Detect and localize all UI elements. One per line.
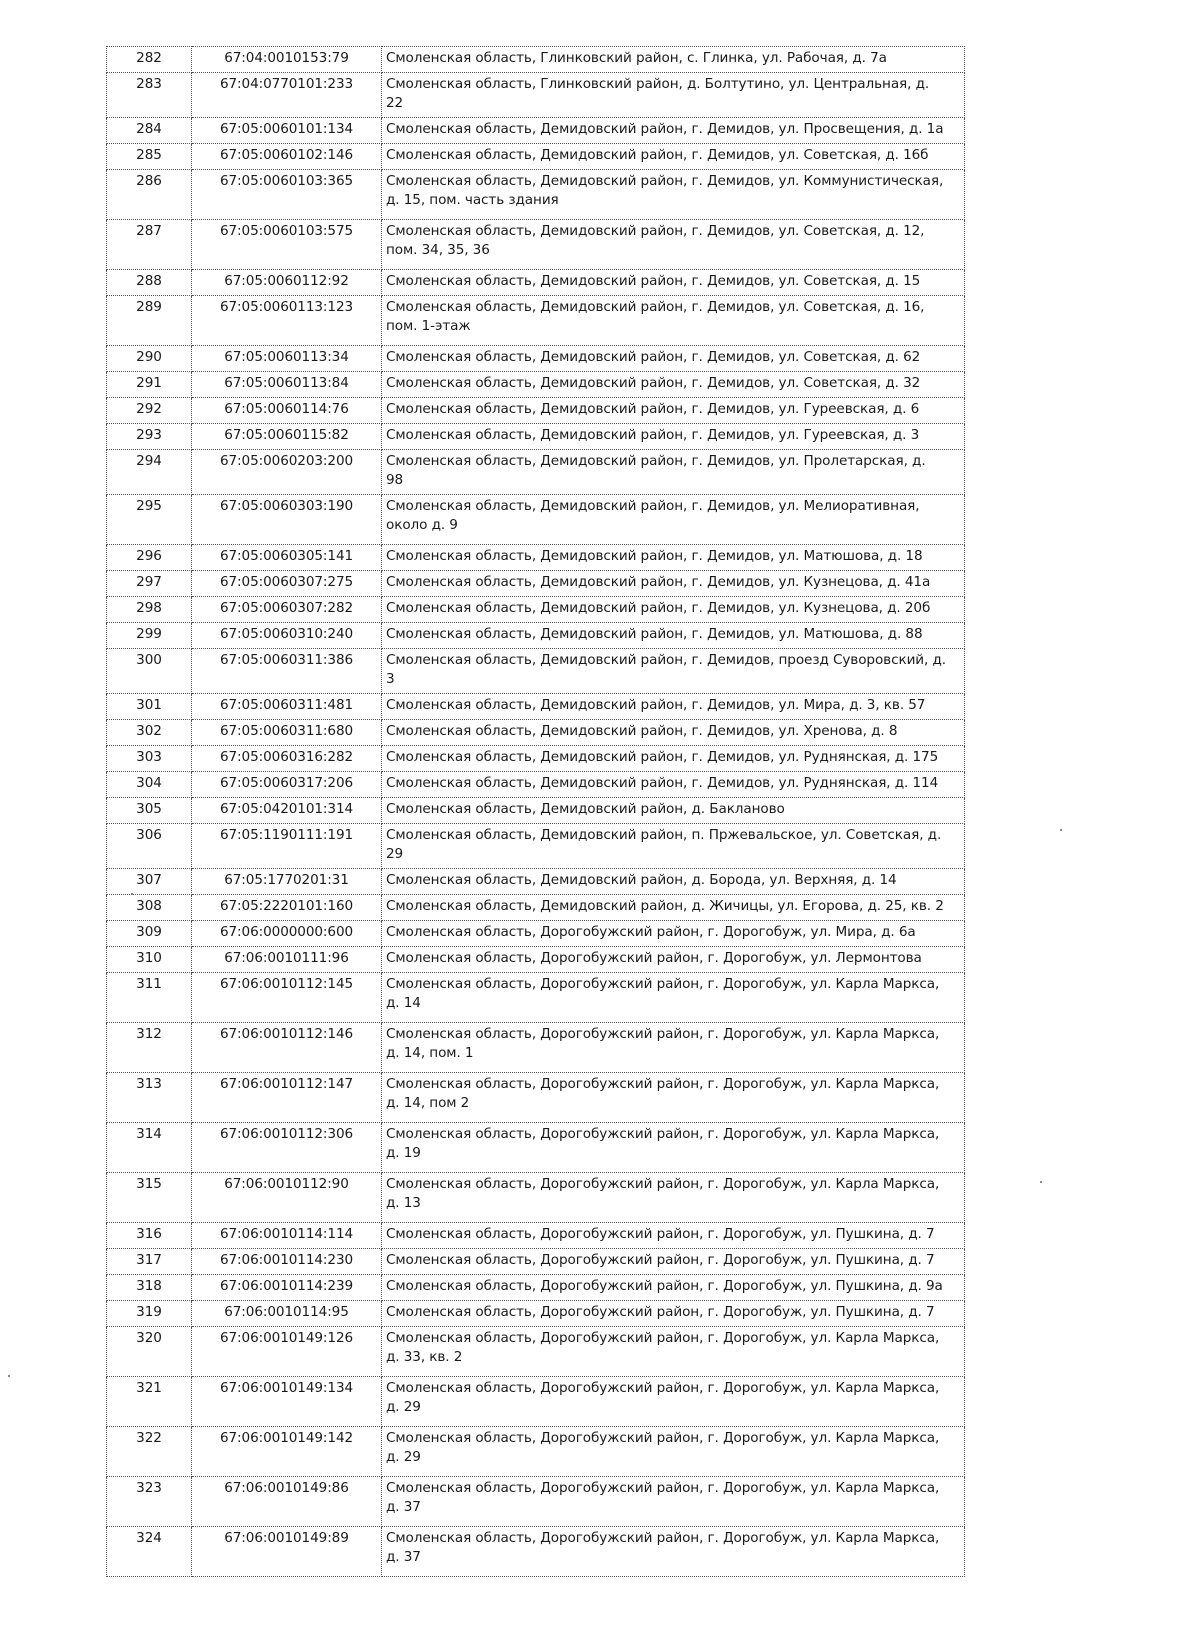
cadastral-number-cell: 67:05:0060311:481 [192,694,382,720]
address-cell: Смоленская область, Демидовский район, г. Демидов, ул. Советская, д. 12, пом. 34, 35, 36 [382,220,965,270]
cadastral-number-cell: 67:05:0060305:141 [192,545,382,571]
table-row [107,47,965,73]
row-number-cell: 322 [107,1427,192,1477]
scan-speck [8,1375,10,1377]
table-row [107,1327,965,1377]
address-cell: Смоленская область, Демидовский район, г. Демидов, ул. Руднянская, д. 114 [382,772,965,798]
cadastral-number-cell: 67:05:0060307:275 [192,571,382,597]
row-number-cell: 291 [107,372,192,398]
address-cell: Смоленская область, Дорогобужский район, г. Дорогобуж, ул. Карла Маркса, д. 33, кв. 2 [382,1327,965,1377]
address-cell: Смоленская область, Дорогобужский район, г. Дорогобуж, ул. Пушкина, д. 7 [382,1249,965,1275]
row-number-cell: 290 [107,346,192,372]
table-row [107,895,965,921]
scan-speck [1060,829,1062,831]
row-number-cell: 292 [107,398,192,424]
scan-speck [131,893,133,895]
cadastral-number-cell: 67:06:0010112:147 [192,1073,382,1123]
address-cell: Смоленская область, Демидовский район, г. Демидов, ул. Коммунистическая, д. 15, пом. часть здания [382,170,965,220]
row-number-cell: 324 [107,1527,192,1577]
cadastral-number-cell: 67:06:0000000:600 [192,921,382,947]
table-row [107,495,965,545]
address-cell: Смоленская область, Дорогобужский район, г. Дорогобуж, ул. Карла Маркса, д. 13 [382,1173,965,1223]
table-row [107,1477,965,1527]
address-cell: Смоленская область, Демидовский район, д. Борода, ул. Верхняя, д. 14 [382,869,965,895]
row-number-cell: 305 [107,798,192,824]
table-row [107,1023,965,1073]
row-number-cell: 293 [107,424,192,450]
address-cell: Смоленская область, Демидовский район, г. Демидов, ул. Советская, д. 16б [382,144,965,170]
cadastral-number-cell: 67:05:0060310:240 [192,623,382,649]
cadastral-number-cell: 67:05:0060311:386 [192,649,382,694]
table-row [107,694,965,720]
row-number-cell: 288 [107,270,192,296]
table-row [107,220,965,270]
address-cell: Смоленская область, Дорогобужский район, г. Дорогобуж, ул. Карла Маркса, д. 14, пом 2 [382,1073,965,1123]
table-row [107,623,965,649]
table-row [107,346,965,372]
address-cell: Смоленская область, Демидовский район, г. Демидов, ул. Просвещения, д. 1а [382,118,965,144]
row-number-cell: 284 [107,118,192,144]
row-number-cell: 308 [107,895,192,921]
address-cell: Смоленская область, Демидовский район, г. Демидов, ул. Руднянская, д. 175 [382,746,965,772]
cadastral-number-cell: 67:05:0060112:92 [192,270,382,296]
cadastral-number-cell: 67:05:0060307:282 [192,597,382,623]
table-row [107,144,965,170]
property-registry-table [106,46,965,1577]
address-cell: Смоленская область, Демидовский район, г. Демидов, ул. Гуреевская, д. 6 [382,398,965,424]
row-number-cell: 285 [107,144,192,170]
row-number-cell: 296 [107,545,192,571]
cadastral-number-cell: 67:06:0010111:96 [192,947,382,973]
row-number-cell: 323 [107,1477,192,1527]
table-row [107,1427,965,1477]
row-number-cell: 295 [107,495,192,545]
address-cell: Смоленская область, Дорогобужский район, г. Дорогобуж, ул. Карла Маркса, д. 14, пом. 1 [382,1023,965,1073]
cadastral-number-cell: 67:05:0060115:82 [192,424,382,450]
table-row [107,450,965,495]
cadastral-number-cell: 67:06:0010149:86 [192,1477,382,1527]
row-number-cell: 287 [107,220,192,270]
registry-table-body [107,47,965,1577]
cadastral-number-cell: 67:05:2220101:160 [192,895,382,921]
address-cell: Смоленская область, Демидовский район, п. Пржевальское, ул. Советская, д. 29 [382,824,965,869]
address-cell: Смоленская область, Демидовский район, г. Демидов, ул. Советская, д. 62 [382,346,965,372]
cadastral-number-cell: 67:06:0010149:89 [192,1527,382,1577]
cadastral-number-cell: 67:06:0010149:134 [192,1377,382,1427]
address-cell: Смоленская область, Дорогобужский район, г. Дорогобуж, ул. Карла Маркса, д. 14 [382,973,965,1023]
table-row [107,1377,965,1427]
row-number-cell: 297 [107,571,192,597]
cadastral-number-cell: 67:06:0010112:146 [192,1023,382,1073]
cadastral-number-cell: 67:04:0010153:79 [192,47,382,73]
row-number-cell: 298 [107,597,192,623]
cadastral-number-cell: 67:05:0420101:314 [192,798,382,824]
table-row [107,73,965,118]
cadastral-number-cell: 67:05:0060103:365 [192,170,382,220]
row-number-cell: 319 [107,1301,192,1327]
row-number-cell: 318 [107,1275,192,1301]
cadastral-number-cell: 67:05:0060102:146 [192,144,382,170]
address-cell: Смоленская область, Демидовский район, г. Демидов, ул. Матюшова, д. 18 [382,545,965,571]
table-row [107,746,965,772]
row-number-cell: 317 [107,1249,192,1275]
cadastral-number-cell: 67:05:0060113:34 [192,346,382,372]
row-number-cell: 316 [107,1223,192,1249]
row-number-cell: 320 [107,1327,192,1377]
cadastral-number-cell: 67:05:0060203:200 [192,450,382,495]
address-cell: Смоленская область, Дорогобужский район, г. Дорогобуж, ул. Карла Маркса, д. 37 [382,1477,965,1527]
row-number-cell: 286 [107,170,192,220]
row-number-cell: 310 [107,947,192,973]
cadastral-number-cell: 67:05:0060317:206 [192,772,382,798]
address-cell: Смоленская область, Дорогобужский район, г. Дорогобуж, ул. Пушкина, д. 9а [382,1275,965,1301]
table-row [107,1249,965,1275]
row-number-cell: 299 [107,623,192,649]
table-row [107,772,965,798]
cadastral-number-cell: 67:06:0010114:95 [192,1301,382,1327]
row-number-cell: 309 [107,921,192,947]
table-row [107,571,965,597]
table-row [107,1275,965,1301]
table-row [107,1073,965,1123]
cadastral-number-cell: 67:05:0060103:575 [192,220,382,270]
table-row [107,720,965,746]
row-number-cell: 283 [107,73,192,118]
table-row [107,1527,965,1577]
cadastral-number-cell: 67:05:0060303:190 [192,495,382,545]
cadastral-number-cell: 67:05:0060101:134 [192,118,382,144]
table-row [107,597,965,623]
cadastral-number-cell: 67:05:0060311:680 [192,720,382,746]
cadastral-number-cell: 67:05:0060113:84 [192,372,382,398]
table-row [107,869,965,895]
table-row [107,1223,965,1249]
address-cell: Смоленская область, Демидовский район, г. Демидов, ул. Матюшова, д. 88 [382,623,965,649]
cadastral-number-cell: 67:06:0010114:230 [192,1249,382,1275]
cadastral-number-cell: 67:04:0770101:233 [192,73,382,118]
cadastral-number-cell: 67:05:0060316:282 [192,746,382,772]
address-cell: Смоленская область, Демидовский район, г. Демидов, ул. Мира, д. 3, кв. 57 [382,694,965,720]
address-cell: Смоленская область, Демидовский район, г. Демидов, ул. Гуреевская, д. 3 [382,424,965,450]
address-cell: Смоленская область, Демидовский район, д. Бакланово [382,798,965,824]
row-number-cell: 315 [107,1173,192,1223]
address-cell: Смоленская область, Дорогобужский район, г. Дорогобуж, ул. Пушкина, д. 7 [382,1301,965,1327]
row-number-cell: 300 [107,649,192,694]
row-number-cell: 301 [107,694,192,720]
address-cell: Смоленская область, Демидовский район, г. Демидов, ул. Пролетарская, д. 98 [382,450,965,495]
address-cell: Смоленская область, Дорогобужский район, г. Дорогобуж, ул. Карла Маркса, д. 37 [382,1527,965,1577]
table-row [107,1123,965,1173]
table-row [107,270,965,296]
row-number-cell: 314 [107,1123,192,1173]
address-cell: Смоленская область, Демидовский район, г. Демидов, проезд Суворовский, д. 3 [382,649,965,694]
row-number-cell: 294 [107,450,192,495]
table-row [107,921,965,947]
address-cell: Смоленская область, Дорогобужский район, г. Дорогобуж, ул. Пушкина, д. 7 [382,1223,965,1249]
row-number-cell: 313 [107,1073,192,1123]
address-cell: Смоленская область, Демидовский район, г. Демидов, ул. Советская, д. 15 [382,270,965,296]
cadastral-number-cell: 67:05:0060114:76 [192,398,382,424]
row-number-cell: 289 [107,296,192,346]
cadastral-number-cell: 67:05:0060113:123 [192,296,382,346]
cadastral-number-cell: 67:05:1190111:191 [192,824,382,869]
address-cell: Смоленская область, Дорогобужский район, г. Дорогобуж, ул. Карла Маркса, д. 29 [382,1427,965,1477]
table-row [107,973,965,1023]
row-number-cell: 306 [107,824,192,869]
address-cell: Смоленская область, Демидовский район, д. Жичицы, ул. Егорова, д. 25, кв. 2 [382,895,965,921]
address-cell: Смоленская область, Демидовский район, г. Демидов, ул. Советская, д. 16, пом. 1-этаж [382,296,965,346]
address-cell: Смоленская область, Дорогобужский район, г. Дорогобуж, ул. Карла Маркса, д. 29 [382,1377,965,1427]
cadastral-number-cell: 67:06:0010149:142 [192,1427,382,1477]
row-number-cell: 307 [107,869,192,895]
cadastral-number-cell: 67:05:1770201:31 [192,869,382,895]
table-row [107,170,965,220]
row-number-cell: 302 [107,720,192,746]
row-number-cell: 321 [107,1377,192,1427]
table-row [107,947,965,973]
cadastral-number-cell: 67:06:0010149:126 [192,1327,382,1377]
address-cell: Смоленская область, Демидовский район, г. Демидов, ул. Советская, д. 32 [382,372,965,398]
cadastral-number-cell: 67:06:0010112:90 [192,1173,382,1223]
table-row [107,798,965,824]
table-row [107,118,965,144]
address-cell: Смоленская область, Глинковский район, д. Болтутино, ул. Центральная, д. 22 [382,73,965,118]
scan-speck [1040,1181,1042,1183]
address-cell: Смоленская область, Демидовский район, г. Демидов, ул. Мелиоративная, около д. 9 [382,495,965,545]
address-cell: Смоленская область, Демидовский район, г. Демидов, ул. Хренова, д. 8 [382,720,965,746]
address-cell: Смоленская область, Глинковский район, с. Глинка, ул. Рабочая, д. 7а [382,47,965,73]
address-cell: Смоленская область, Дорогобужский район, г. Дорогобуж, ул. Карла Маркса, д. 19 [382,1123,965,1173]
table-row [107,424,965,450]
address-cell: Смоленская область, Дорогобужский район, г. Дорогобуж, ул. Мира, д. 6а [382,921,965,947]
row-number-cell: 303 [107,746,192,772]
row-number-cell: 311 [107,973,192,1023]
address-cell: Смоленская область, Демидовский район, г. Демидов, ул. Кузнецова, д. 41а [382,571,965,597]
cadastral-number-cell: 67:06:0010112:145 [192,973,382,1023]
address-cell: Смоленская область, Дорогобужский район, г. Дорогобуж, ул. Лермонтова [382,947,965,973]
table-row [107,649,965,694]
table-row [107,398,965,424]
cadastral-number-cell: 67:06:0010114:114 [192,1223,382,1249]
cadastral-number-cell: 67:06:0010114:239 [192,1275,382,1301]
table-row [107,1301,965,1327]
table-row [107,545,965,571]
table-row [107,824,965,869]
table-row [107,1173,965,1223]
cadastral-number-cell: 67:06:0010112:306 [192,1123,382,1173]
row-number-cell: 312 [107,1023,192,1073]
table-row [107,296,965,346]
row-number-cell: 282 [107,47,192,73]
row-number-cell: 304 [107,772,192,798]
address-cell: Смоленская область, Демидовский район, г. Демидов, ул. Кузнецова, д. 20б [382,597,965,623]
table-row [107,372,965,398]
